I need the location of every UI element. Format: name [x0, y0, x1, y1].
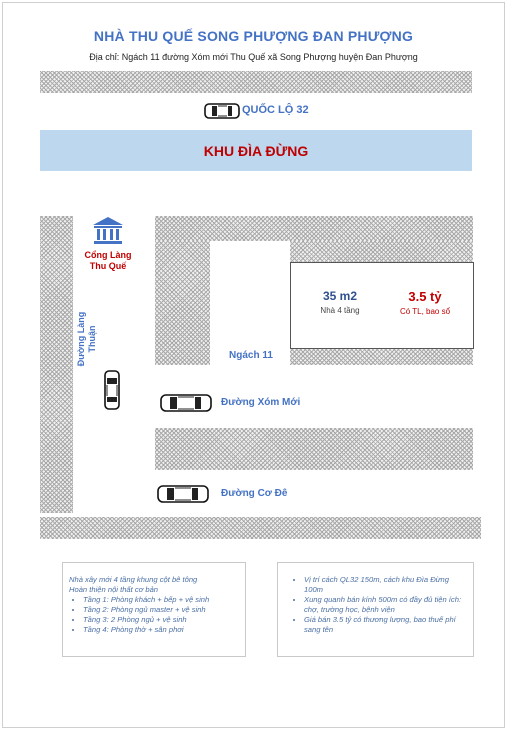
road-lang-thuan-line-2: Thuận: [87, 325, 97, 353]
gate-icon: [92, 216, 124, 251]
gate-label-line-1: Cổng Làng: [84, 250, 132, 260]
alley-label: Ngách 11: [229, 350, 273, 361]
address-line: Địa chỉ: Ngách 11 đường Xóm mới Thu Quế xã Song Phượng huyện Đan Phượng: [89, 52, 418, 62]
property-area: 35 m2: [322, 289, 358, 303]
list-item: • Tầng 3: 2 Phòng ngủ + vệ sinh: [83, 615, 239, 625]
car-icon: [204, 102, 240, 125]
hatched-strip-top: [40, 71, 472, 93]
car-icon: [157, 484, 209, 509]
notes-left-box: [62, 562, 246, 657]
notes-right-box: [277, 562, 474, 657]
list-item: • Tầng 2: Phòng ngủ master + vệ sinh: [83, 605, 239, 615]
gate-label-line-2: Thu Quế: [89, 261, 127, 271]
hatched-strip-bottom: [40, 517, 481, 539]
road-xom-moi-label: Đường Xóm Mới: [221, 397, 301, 408]
road-co-de-label: Đường Cơ Đê: [221, 488, 288, 499]
property-desc: Nhà 4 tầng: [320, 306, 360, 315]
list-item: • Giá bán 3.5 tỷ có thương lượng, bao thuế phí sang tên: [304, 615, 465, 635]
zone-label: KHU ĐÌA ĐỪNG: [203, 143, 309, 159]
property-note: Có TL, bao sổ: [399, 307, 451, 316]
property-price: 3.5 tỷ: [408, 289, 442, 304]
notes-right-list: [290, 575, 465, 635]
gate-label: [78, 250, 138, 272]
list-item: • Tầng 1: Phòng khách + bếp + vệ sinh: [83, 595, 239, 605]
hatched-strip-left: [40, 216, 73, 513]
page-title: NHÀ THU QUẾ SONG PHƯỢNG ĐAN PHƯỢNG: [93, 28, 414, 44]
hatched-block-top: [155, 216, 473, 241]
car-icon: [160, 393, 212, 418]
notes-left-list: [69, 595, 239, 635]
list-item: • Vị trí cách QL32 150m, cách khu Đìa Đừng 100m: [304, 575, 465, 595]
hatched-block-left: [155, 241, 210, 365]
list-item: • Xung quanh bán kính 500m có đầy đủ tiện ích: chợ, trường học, bệnh viện: [304, 595, 465, 615]
notes-left-intro-1: Nhà xây mới 4 tầng khung cột bê tông: [69, 575, 198, 584]
car-icon: [103, 370, 121, 415]
road-ql32-label: QUỐC LỘ 32: [242, 104, 309, 116]
list-item: • Tầng 4: Phòng thờ + sân phơi: [83, 625, 239, 635]
hatched-block-middle: [155, 428, 473, 470]
notes-left-intro-2: Hoàn thiện nội thất cơ bản: [69, 585, 159, 594]
road-lang-thuan-line-1: Đường Làng: [76, 311, 86, 367]
